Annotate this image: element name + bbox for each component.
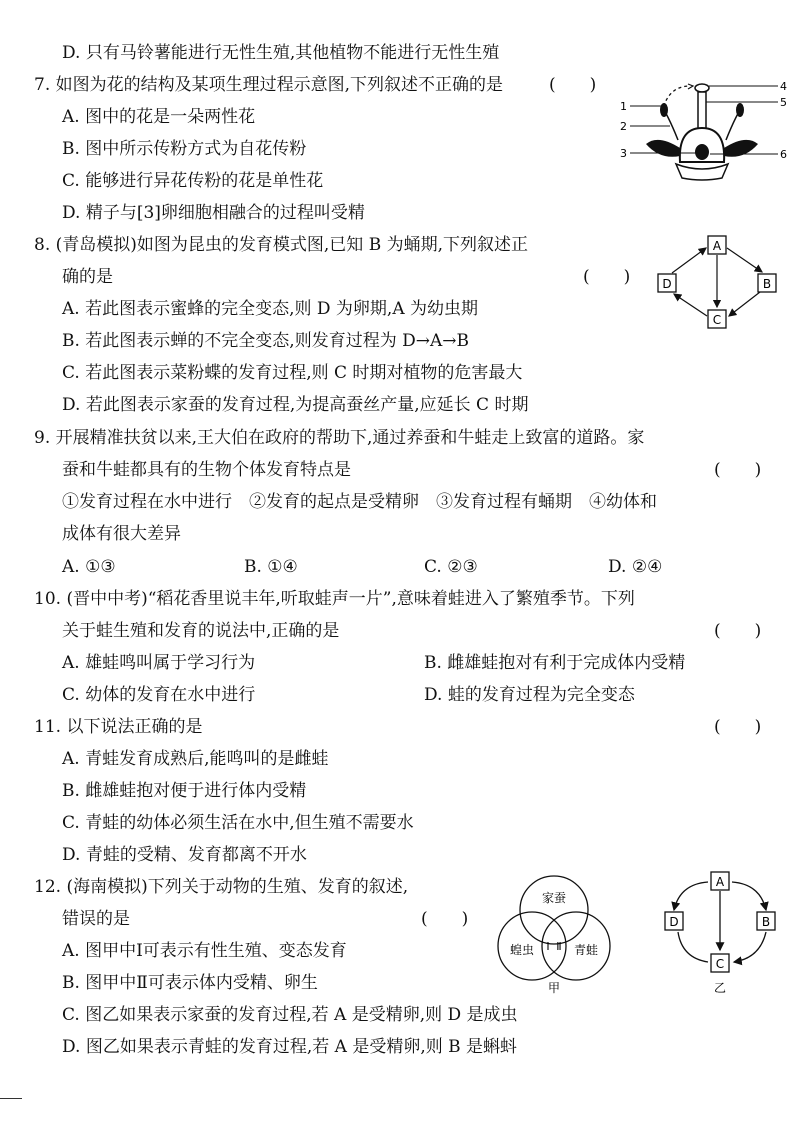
- q12-option-a: A. 图甲中Ⅰ可表示有性生殖、变态发育: [62, 941, 347, 961]
- q10-option-a: A. 雄蛙鸣叫属于学习行为: [62, 653, 256, 673]
- q8-option-b: B. 若此图表示蝉的不完全变态,则发育过程为 D→A→B: [62, 331, 469, 351]
- q9-items-line2: 成体有很大差异: [62, 524, 181, 544]
- insect-node-c: C: [712, 313, 722, 327]
- page-footer-rule: [0, 1098, 22, 1099]
- q11-option-c: C. 青蛙的幼体必须生活在水中,但生殖不需要水: [62, 813, 414, 833]
- flower-label-1: 1: [620, 100, 627, 113]
- q8-answer-paren: ( ): [583, 267, 631, 287]
- q12-stem-line1: 12. (海南模拟)下列关于动物的生殖、发育的叙述,: [34, 877, 409, 897]
- cycle-caption: 乙: [713, 981, 727, 995]
- q11-option-a: A. 青蛙发育成熟后,能鸣叫的是雌蛙: [62, 749, 329, 769]
- venn-label-silkworm: 家蚕: [541, 891, 567, 905]
- q9-stem-line1: 9. 开展精准扶贫以来,王大伯在政府的帮助下,通过养蚕和牛蛙走上致富的道路。家: [34, 428, 645, 448]
- q7-option-c: C. 能够进行异花传粉的花是单性花: [62, 171, 324, 191]
- q7-option-a: A. 图中的花是一朵两性花: [62, 107, 256, 127]
- q8-option-a: A. 若此图表示蜜蜂的完全变态,则 D 为卵期,A 为幼虫期: [62, 299, 479, 319]
- q9-option-d: D. ②④: [608, 557, 663, 577]
- q12-option-d: D. 图乙如果表示青蛙的发育过程,若 A 是受精卵,则 B 是蝌蚪: [62, 1037, 518, 1057]
- q12-stem-line2: 错误的是: [62, 909, 130, 929]
- insect-node-a: A: [712, 239, 722, 253]
- q11-option-b: B. 雌雄蛙抱对便于进行体内受精: [62, 781, 307, 801]
- q10-stem-line2: 关于蛙生殖和发育的说法中,正确的是: [62, 621, 340, 641]
- q6-option-d: D. 只有马铃薯能进行无性生殖,其他植物不能进行无性生殖: [62, 43, 500, 63]
- q8-option-c: C. 若此图表示菜粉蝶的发育过程,则 C 时期对植物的危害最大: [62, 363, 523, 383]
- q10-answer-paren: ( ): [714, 621, 762, 641]
- q10-stem-line1: 10. (晋中中考)“稻花香里说丰年,听取蛙声一片”,意味着蛙进入了繁殖季节。下列: [34, 589, 635, 609]
- q9-option-a: A. ①③: [62, 557, 116, 577]
- flower-diagram: [618, 78, 788, 186]
- venn-diagram: [492, 870, 616, 994]
- venn-caption: 甲: [547, 981, 561, 994]
- flower-label-3: 3: [620, 147, 627, 160]
- q12-answer-paren: ( ): [421, 909, 469, 929]
- q9-items-line1: ①发育过程在水中进行 ②发育的起点是受精卵 ③发育过程有蛹期 ④幼体和: [62, 492, 657, 512]
- q11-answer-paren: ( ): [714, 717, 762, 737]
- q10-option-b: B. 雌雄蛙抱对有利于完成体内受精: [424, 653, 686, 673]
- insect-node-b: B: [762, 277, 772, 291]
- q12-option-b: B. 图甲中Ⅱ可表示体内受精、卵生: [62, 973, 318, 993]
- q9-option-b: B. ①④: [244, 557, 298, 577]
- cycle-node-a: A: [715, 875, 725, 889]
- venn-region-i: Ⅰ: [546, 940, 550, 953]
- q9-stem-line2: 蚕和牛蛙都具有的生物个体发育特点是: [62, 460, 351, 480]
- q12-option-c: C. 图乙如果表示家蚕的发育过程,若 A 是受精卵,则 D 是成虫: [62, 1005, 518, 1025]
- flower-label-5: 5: [780, 96, 787, 109]
- venn-label-frog: 青蛙: [573, 943, 599, 957]
- flower-label-2: 2: [620, 120, 627, 133]
- q9-answer-paren: ( ): [714, 460, 762, 480]
- q7-option-b: B. 图中所示传粉方式为自花传粉: [62, 139, 307, 159]
- q8-stem-line1: 8. (青岛模拟)如图为昆虫的发育模式图,已知 B 为蛹期,下列叙述正: [34, 235, 528, 255]
- cycle-node-c: C: [715, 957, 725, 971]
- cycle-node-b: B: [761, 915, 771, 929]
- q7-stem: 7. 如图为花的结构及某项生理过程示意图,下列叙述不正确的是: [34, 75, 504, 95]
- q10-option-d: D. 蛙的发育过程为完全变态: [424, 685, 635, 705]
- q11-option-d: D. 青蛙的受精、发育都离不开水: [62, 845, 307, 865]
- q8-option-d: D. 若此图表示家蚕的发育过程,为提高蚕丝产量,应延长 C 时期: [62, 395, 529, 415]
- q9-option-c: C. ②③: [424, 557, 478, 577]
- life-cycle-diagram: [656, 866, 780, 998]
- cycle-node-d: D: [669, 915, 679, 929]
- venn-region-ii: Ⅱ: [556, 940, 562, 953]
- insect-node-d: D: [662, 277, 672, 291]
- venn-label-locust: 蝗虫: [509, 943, 535, 957]
- q10-option-c: C. 幼体的发育在水中进行: [62, 685, 256, 705]
- flower-label-4: 4: [780, 80, 787, 93]
- q8-stem-line2: 确的是: [62, 267, 113, 287]
- q11-stem: 11. 以下说法正确的是: [34, 717, 203, 737]
- q7-option-d: D. 精子与[3]卵细胞相融合的过程叫受精: [62, 203, 365, 223]
- q7-answer-paren: ( ): [549, 75, 597, 95]
- flower-label-6: 6: [780, 148, 787, 161]
- insect-cycle-diagram: [652, 232, 782, 332]
